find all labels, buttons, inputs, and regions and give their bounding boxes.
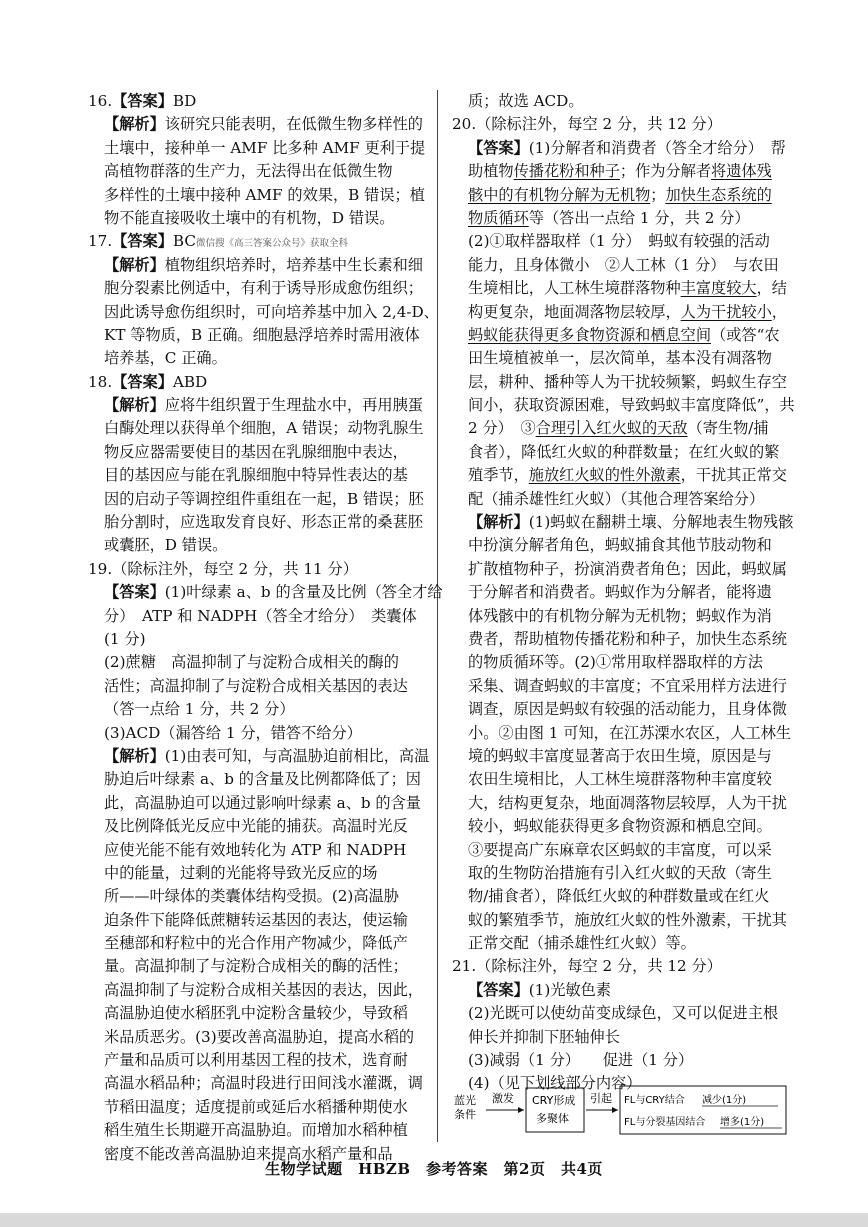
body-text: 扩散植物种子，扮演消费者角色；因此，蚂蚁属 (468, 559, 787, 578)
label-text: 【答案】 (112, 232, 173, 251)
body-text: 胁迫后叶绿素 a、b 的含量及比例都降低了；因 (104, 770, 421, 789)
text-line (452, 675, 792, 698)
label-text: 【答案】 (112, 372, 173, 391)
text-line (88, 885, 424, 908)
body-text: （寄生物/捕 (687, 419, 769, 438)
body-text: 物质循环 (468, 208, 529, 227)
text-line (88, 1026, 424, 1049)
body-text: 应使光能不能有效地转化为 ATP 和 NADPH (104, 840, 407, 859)
text-line (452, 979, 792, 1002)
text-line (452, 745, 792, 768)
text-line (88, 651, 424, 674)
text-line (88, 745, 430, 768)
body-text: ； (650, 185, 666, 204)
cry-box-line1: CRY形成 (532, 1094, 576, 1107)
mechanism-diagram (452, 1082, 792, 1138)
body-text: 所——叶绿体的类囊体结构受损。(2)高温胁 (104, 887, 399, 906)
text-line (88, 534, 424, 557)
body-text: 土壤中，接种单一 AMF 比多种 AMF 更利于提 (104, 138, 426, 157)
label-text: 【解析】 (468, 513, 529, 532)
text-line (88, 979, 424, 1002)
text-line (88, 441, 424, 464)
text-line (452, 113, 792, 136)
arrow1-head (518, 1107, 524, 1113)
body-text: 助植物 (468, 162, 514, 181)
body-text: 的物质循环等。(2)①常用取样器取样的方法 (468, 653, 763, 672)
body-text: 因此诱导愈伤组织时，可向培养基中加入 2,4-D、 (104, 302, 439, 321)
label-text: 【答案】 (112, 92, 173, 110)
body-text: 胎分割时，应选取发育良好、形态正常的桑葚胚 (104, 513, 423, 532)
result1-prefix: FL与CRY结合 (624, 1095, 685, 1106)
body-text: 农田生境相比，人工林生境群落物种丰富度较 (468, 770, 772, 789)
text-line (452, 1002, 792, 1025)
text-line (452, 160, 792, 183)
body-text: 加快生态系统的 (665, 185, 772, 204)
text-line (452, 511, 792, 534)
text-line (88, 230, 424, 253)
text-line (452, 464, 792, 487)
column-divider (437, 90, 438, 1142)
text-line (452, 394, 795, 417)
text-line (88, 184, 424, 207)
text-line (452, 628, 792, 651)
result1-answer: 减少(1分) (702, 1095, 747, 1106)
body-text: BC (172, 232, 196, 251)
body-text: 骸中的有机物分解为无机物 (468, 185, 651, 204)
text-line (88, 909, 424, 932)
text-line (452, 698, 792, 721)
text-line (88, 932, 424, 955)
body-text: 大，结构更复杂，地面凋落物层较厚，人为干扰 (468, 793, 787, 812)
body-text: 人为干扰较小 (680, 302, 772, 321)
body-text: 传播花粉和种子 (513, 162, 620, 181)
watermark-text: 微信搜《高三答案公众号》获取全科 (195, 238, 348, 250)
body-text: 18. (88, 372, 113, 391)
body-text: 食者），降低红火蚁的种群数量；在红火蚁的繁 (468, 442, 780, 461)
body-text: 采集、调查蚂蚁的丰富度；不宜采用样方法进行 (468, 676, 787, 695)
text-line (452, 581, 792, 604)
text-line (452, 722, 792, 745)
text-line (452, 558, 792, 581)
label-text: 【解析】 (104, 746, 165, 765)
text-line (88, 862, 424, 885)
body-text: 物反应器需要使目的基因在乳腺细胞中表达， (104, 442, 408, 461)
body-text: 因的启动子等调控组件重组在一起，B 错误；胚 (104, 489, 424, 508)
text-line (88, 839, 424, 862)
body-text: 迫条件下能降低蔗糖转运基因的表达，使运输 (104, 910, 408, 929)
body-text: 物/捕食者），降低红火蚁的种群数量或在红火 (468, 887, 770, 906)
arrow2-label: 引起 (590, 1092, 612, 1105)
body-text: 节稻田温度；适度提前或延后水稻播种期使水 (104, 1097, 408, 1116)
body-text: 物不能直接吸收土壤中的有机物，D 错误。 (104, 208, 395, 227)
text-line (452, 371, 792, 394)
text-line (452, 441, 792, 464)
body-text: (2)蔗糖 高温抑制了与淀粉合成相关的酶的 (104, 653, 399, 672)
text-line (88, 511, 424, 534)
label-text: 【解析】 (104, 255, 165, 274)
body-text: 体残骸中的有机物分解为无机物；蚂蚁作为消 (468, 606, 772, 625)
body-text: (4)（见下划线部分内容） (468, 1074, 642, 1093)
body-text: 施放红火蚁的性外激素 (528, 466, 681, 485)
body-text: 高温抑制了与淀粉合成相关基因的表达，因此， (104, 980, 423, 999)
body-text: 此，高温胁迫可以通过影响叶绿素 a、b 的含量 (104, 793, 421, 812)
body-text: 植物组织培养时，培养基中生长素和细 (164, 255, 423, 274)
label-text: 【解析】 (104, 396, 165, 415)
text-line (452, 605, 792, 628)
body-text: 该研究只能表明，在低微生物多样性的 (164, 115, 423, 134)
body-text: 高温水稻品种；高温时段进行田间浅水灌溉，调 (104, 1074, 423, 1093)
text-line (452, 301, 792, 324)
body-text: 应将牛组织置于生理盐水中，再用胰蛋 (164, 396, 423, 415)
body-text: 多样性的土壤中接种 AMF 的效果，B 错误；植 (104, 185, 425, 204)
text-line (452, 815, 792, 838)
body-text: 16. (88, 92, 113, 110)
text-line (452, 90, 792, 113)
text-line (88, 488, 424, 511)
body-text: 丰富度较大 (680, 279, 757, 298)
body-text: KT 等物质，B 正确。细胞悬浮培养时需用液体 (104, 325, 420, 344)
body-text: 蚂蚁能获得更多食物资源和栖息空间 (468, 325, 711, 344)
body-text: 正常交配（捕杀雄性红火蚁）等。 (468, 934, 696, 953)
body-text: 活性；高温抑制了与淀粉合成相关基因的表达 (104, 676, 408, 695)
text-line (452, 488, 792, 511)
body-text: 田生境植被单一，层次简单，基本没有凋落物 (468, 349, 772, 368)
text-line (452, 768, 792, 791)
body-text: 21.（除标注外，每空 2 分，共 12 分） (452, 957, 722, 976)
text-line (88, 324, 424, 347)
text-line (88, 160, 424, 183)
text-line (88, 955, 424, 978)
text-line (88, 207, 424, 230)
body-text: 培养基，C 正确。 (104, 349, 227, 368)
body-text: 20.（除标注外，每空 2 分，共 12 分） (452, 115, 722, 134)
body-text: (1 分) (104, 629, 146, 648)
body-text: 配（捕杀雄性红火蚁）（其他合理答案给分） (468, 489, 765, 508)
text-line (452, 137, 792, 160)
text-line (88, 464, 424, 487)
body-text: 稻生殖生长期避开高温胁迫。而增加水稻种植 (104, 1121, 408, 1140)
result2-answer: 增多(1分) (720, 1117, 765, 1128)
body-text: 高温胁迫使水稻胚乳中淀粉含量较少，导致稻 (104, 1004, 408, 1023)
text-line (88, 347, 424, 370)
body-text: 中扮演分解者角色，蚂蚁捕食其他节肢动物和 (468, 536, 772, 555)
text-line (88, 113, 424, 136)
text-line (88, 558, 424, 581)
body-text: (2)光既可以使幼苗变成绿色，又可以促进主根 (468, 1004, 779, 1023)
text-line (452, 651, 792, 674)
right-column (452, 90, 795, 1096)
text-line (88, 628, 424, 651)
body-text: 米品质恶劣。(3)要改善高温胁迫，提高水稻的 (104, 1027, 415, 1046)
text-line (452, 534, 792, 557)
cry-box-line2: 多聚体 (536, 1112, 569, 1125)
text-line (88, 1072, 424, 1095)
text-line (88, 1119, 424, 1142)
body-text: 17. (88, 232, 113, 251)
body-text: 蚁的繁殖季节，施放红火蚁的性外激素，干扰其 (468, 910, 787, 929)
body-text: (1)分解者和消费者（答全才给分） 帮 (528, 138, 786, 157)
text-line (88, 675, 424, 698)
body-text: 高植物群落的生产力，无法得出在低微生物 (104, 162, 393, 181)
scan-bottom-bar (0, 1213, 868, 1227)
body-text: 取的生物防治措施有引入红火蚁的天敌（寄生 (468, 863, 772, 882)
body-text: (1)蚂蚁在翻耕土壤、分解地表生物残骸 (528, 513, 794, 532)
text-line (452, 417, 792, 440)
text-line (452, 230, 792, 253)
label-text: 【解析】 (104, 115, 165, 134)
condition-label-1: 蓝光 (454, 1094, 476, 1107)
body-text: 层，耕种、播种等人为干扰较频繁，蚂蚁生存空 (468, 372, 787, 391)
body-text: (1)光敏色素 (528, 980, 612, 999)
body-text: 生境相比，人工林生境群落物种 (468, 279, 681, 298)
arrow1-label: 激发 (492, 1092, 514, 1105)
text-line (452, 909, 792, 932)
body-text: 19.（除标注外，每空 2 分，共 11 分） (88, 559, 358, 578)
body-text: ， (771, 302, 787, 321)
body-text: 等（答出一点给 1 分，共 2 分） (528, 208, 750, 227)
body-text: 能力，且身体微小 ②人工林（1 分） 与农田 (468, 255, 779, 274)
body-text: 小。②由图 1 可知，在江苏溧水农区，人工林生 (468, 723, 792, 742)
body-text: 将遗体残 (711, 162, 772, 181)
body-text: 至穗部和籽粒中的光合作用产物减少，降低产 (104, 934, 408, 953)
text-line (452, 932, 792, 955)
body-text: ABD (172, 372, 208, 391)
body-text: 调查，原因是蚂蚁有较强的活动能力，且身体微 (468, 700, 787, 719)
text-line (88, 1049, 424, 1072)
text-line (452, 254, 792, 277)
text-line (452, 207, 792, 230)
result2-prefix: FL与分裂基因结合 (624, 1117, 706, 1128)
body-text: 量。高温抑制了与淀粉合成相关的酶的活性； (104, 957, 408, 976)
body-text: 2 分） ③ (468, 419, 536, 438)
body-text: 质；故选 ACD。 (468, 92, 584, 110)
body-text: ，结 (756, 279, 787, 298)
text-line (452, 184, 792, 207)
body-text: 及比例降低光反应中光能的捕获。高温时光反 (104, 817, 408, 836)
text-line (88, 1002, 424, 1025)
label-text: 【答案】 (104, 583, 165, 602)
text-line (452, 347, 792, 370)
body-text: 胞分裂素比例适中，有利于诱导形成愈伤组织； (104, 279, 423, 298)
body-text: 产量和品质可以利用基因工程的技术，选育耐 (104, 1051, 408, 1070)
text-line (88, 394, 424, 417)
text-line (88, 768, 424, 791)
body-text: (3)ACD（漏答给 1 分，错答不给分） (104, 723, 362, 742)
text-line (88, 815, 424, 838)
body-text: （或答“农 (711, 325, 780, 344)
body-text: (3)减弱（1 分） 促进（1 分） (468, 1051, 694, 1070)
diagram-svg (452, 1082, 792, 1138)
body-text: (1)由表可知，与高温胁迫前相比，高温 (164, 746, 430, 765)
text-line (88, 137, 424, 160)
body-text: ，干扰其正常交 (680, 466, 787, 485)
text-line (88, 581, 443, 604)
body-text: 中的能量，过剩的光能将导致光反应的场 (104, 863, 378, 882)
body-text: 伸长并抑制下胚轴伸长 (468, 1027, 620, 1046)
text-line (452, 1049, 792, 1072)
body-text: 于分解者和消费者。蚂蚁作为分解者，能将遗 (468, 583, 772, 602)
text-line (88, 417, 424, 440)
body-text: （答一点给 1 分，共 2 分） (104, 700, 295, 719)
text-line (452, 277, 792, 300)
text-line (88, 371, 424, 394)
text-line (452, 792, 792, 815)
body-text: 构更复杂，地面凋落物层较厚， (468, 302, 681, 321)
body-text: 白酶处理以获得单个细胞，A 错误；动物乳腺生 (104, 419, 424, 438)
text-line (88, 301, 439, 324)
body-text: 合理引入红火蚁的天敌 (535, 419, 688, 438)
text-line (452, 885, 792, 908)
body-text: 分） ATP 和 NADPH（答全才给分） 类囊体 (104, 606, 417, 625)
body-text: (1)叶绿素 a、b 的含量及比例（答全才给 (164, 583, 443, 602)
text-line (88, 277, 424, 300)
left-column (88, 90, 443, 1166)
body-text: 费者，帮助植物传播花粉和种子，加快生态系统 (468, 629, 787, 648)
text-line (452, 955, 792, 978)
text-line (452, 862, 792, 885)
body-text: 密度不能改善高温胁迫来提高水稻产量和品 (104, 1144, 393, 1163)
body-text: 或囊胚，D 错误。 (104, 536, 228, 555)
text-line (88, 1096, 424, 1119)
body-text: (2)①取样器取样（1 分） 蚂蚁有较强的活动 (468, 232, 770, 251)
label-text: 【答案】 (468, 138, 529, 157)
text-line (452, 1026, 792, 1049)
arrow2-head (612, 1107, 618, 1113)
text-line (88, 254, 424, 277)
text-line (88, 792, 424, 815)
body-text: 目的基因应与能在乳腺细胞中特异性表达的基 (104, 466, 408, 485)
text-line (88, 698, 424, 721)
text-line (88, 90, 424, 113)
text-line (88, 722, 424, 745)
body-text: BD (172, 92, 197, 110)
body-text: ③要提高广东麻章农区蚂蚁的丰富度，可以采 (468, 840, 772, 859)
page-footer: 生物学试题 HBZB 参考答案 第2页 共4页 (265, 1160, 603, 1178)
body-text: ；作为分解者 (619, 162, 711, 181)
condition-label-2: 条件 (454, 1108, 476, 1121)
text-line (452, 324, 792, 347)
body-text: 间小，获取资源困难，导致蚂蚁丰富度降低”，共 (468, 396, 795, 415)
text-line (452, 839, 792, 862)
body-text: 较小，蚂蚁能获得更多食物资源和栖息空间。 (468, 817, 772, 836)
body-text: 殖季节， (468, 466, 529, 485)
text-line (88, 605, 424, 628)
label-text: 【答案】 (468, 980, 529, 999)
body-text: 境的蚂蚁丰富度显著高于农田生境，原因是与 (468, 746, 772, 765)
